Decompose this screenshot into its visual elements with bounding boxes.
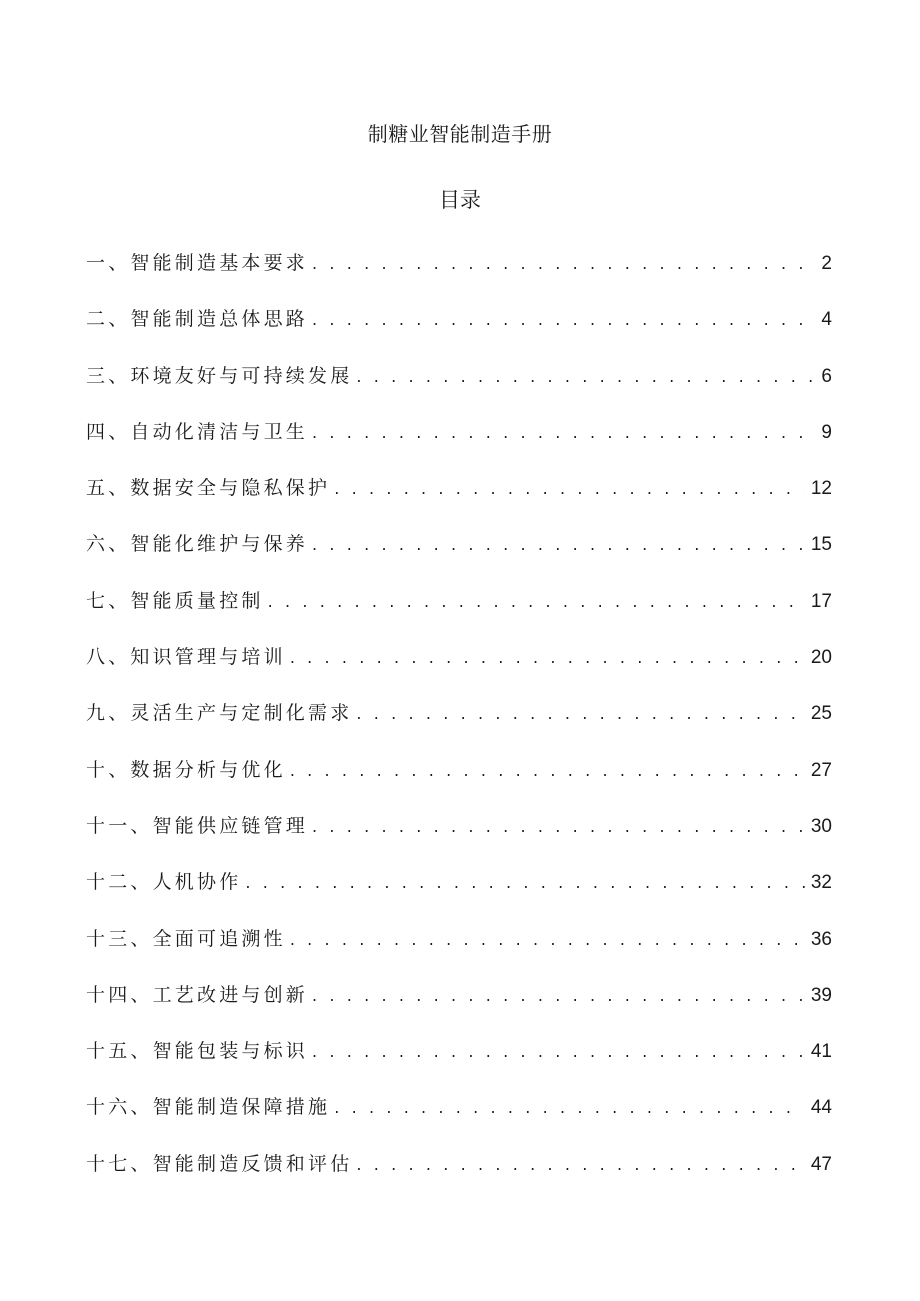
- toc-entry-page-number: 39: [810, 984, 832, 1006]
- toc-entry[interactable]: [86, 300, 832, 356]
- toc-entry-page-number: 17: [810, 590, 832, 612]
- toc-entry-label: 六、智能化维护与保养: [86, 533, 309, 556]
- toc-entry-page-number: 4: [821, 309, 832, 331]
- toc-entry[interactable]: [86, 413, 832, 469]
- toc-dot-leader: [312, 301, 815, 339]
- toc-entry-page-number: 36: [810, 928, 832, 950]
- toc-entry-page-number: 6: [821, 365, 832, 387]
- toc-entry-label: 九、灵活生产与定制化需求: [86, 702, 353, 725]
- toc-entry-label: 三、环境友好与可持续发展: [86, 364, 353, 387]
- toc-entry-label: 十四、工艺改进与创新: [86, 983, 309, 1006]
- toc-entry-label: 四、自动化清洁与卫生: [86, 420, 309, 443]
- toc-dot-leader: [312, 977, 805, 1015]
- toc-entry[interactable]: [86, 357, 832, 413]
- toc-entry-page-number: 9: [821, 421, 832, 443]
- toc-dot-leader: [290, 752, 805, 790]
- toc-entry[interactable]: [86, 1032, 832, 1088]
- toc-entry[interactable]: [86, 976, 832, 1032]
- toc-dot-leader: [312, 245, 815, 283]
- toc-entry[interactable]: [86, 920, 832, 976]
- toc-entry-page-number: 30: [810, 815, 832, 837]
- toc-dot-leader: [312, 526, 805, 564]
- toc-entry-label: 十五、智能包装与标识: [86, 1040, 309, 1063]
- toc-entry-label: 二、智能制造总体思路: [86, 308, 309, 331]
- toc-entry-label: 五、数据安全与隐私保护: [86, 477, 331, 500]
- table-of-contents: [86, 244, 832, 1201]
- toc-dot-leader: [356, 695, 804, 733]
- toc-entry-label: 十六、智能制造保障措施: [86, 1096, 331, 1119]
- toc-entry-page-number: 25: [810, 703, 832, 725]
- toc-entry[interactable]: [86, 638, 832, 694]
- toc-entry[interactable]: [86, 1088, 832, 1144]
- toc-entry[interactable]: [86, 694, 832, 750]
- toc-entry-label: 十二、人机协作: [86, 871, 242, 894]
- toc-dot-leader: [312, 808, 805, 846]
- toc-entry[interactable]: [86, 751, 832, 807]
- toc-dot-leader: [290, 921, 805, 959]
- toc-entry[interactable]: [86, 525, 832, 581]
- toc-entry[interactable]: [86, 1145, 832, 1201]
- toc-dot-leader: [312, 414, 815, 452]
- toc-entry-page-number: 15: [810, 534, 832, 556]
- toc-dot-leader: [268, 583, 805, 621]
- toc-dot-leader: [356, 358, 815, 396]
- toc-entry-page-number: 27: [810, 759, 832, 781]
- toc-entry-label: 十三、全面可追溯性: [86, 927, 286, 950]
- toc-entry-page-number: 32: [810, 872, 832, 894]
- toc-entry-page-number: 44: [810, 1097, 832, 1119]
- toc-entry-page-number: 41: [810, 1041, 832, 1063]
- toc-entry-label: 十七、智能制造反馈和评估: [86, 1152, 353, 1175]
- toc-entry[interactable]: [86, 469, 832, 525]
- toc-entry[interactable]: [86, 244, 832, 300]
- toc-dot-leader: [290, 639, 805, 677]
- toc-entry-label: 十一、智能供应链管理: [86, 814, 309, 837]
- toc-dot-leader: [245, 864, 804, 902]
- document-title: 制糖业智能制造手册: [367, 122, 553, 146]
- toc-entry-label: 八、知识管理与培训: [86, 646, 286, 669]
- toc-entry-page-number: 12: [810, 478, 832, 500]
- toc-entry-label: 十、数据分析与优化: [86, 758, 286, 781]
- toc-dot-leader: [312, 1033, 805, 1071]
- toc-entry-label: 七、智能质量控制: [86, 589, 264, 612]
- toc-entry-page-number: 2: [821, 253, 832, 274]
- toc-entry[interactable]: [86, 863, 832, 919]
- toc-entry-page-number: 20: [810, 647, 832, 669]
- toc-entry-page-number: 47: [810, 1153, 832, 1175]
- toc-dot-leader: [334, 1089, 805, 1127]
- toc-dot-leader: [356, 1146, 804, 1184]
- toc-heading: 目录: [439, 188, 481, 212]
- toc-dot-leader: [334, 470, 805, 508]
- toc-entry-label: 一、智能制造基本要求: [86, 252, 309, 274]
- toc-entry[interactable]: [86, 807, 832, 863]
- toc-entry[interactable]: [86, 582, 832, 638]
